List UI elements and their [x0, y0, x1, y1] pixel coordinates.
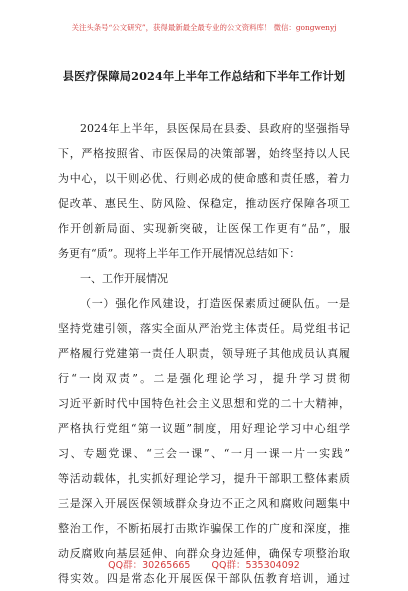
paragraph-line: 习、专题党课、“三会一课”、“一月一课一片一实践” [58, 447, 350, 460]
document-title: 县医疗保障局2024年上半年工作总结和下半年工作计划 [62, 69, 346, 83]
paragraph-line: （一）强化作风建设，打造医保素质过硬队伍。一是 [80, 297, 350, 310]
footer [0, 560, 408, 572]
paragraph-line: 2024年上半年，县医保局在县委、县政府的坚强指导 [80, 122, 350, 135]
paragraph-line: 得实效。四是常态化开展医保干部队伍教育培训，通过 [58, 572, 350, 585]
paragraph-line: 严格履行党建第一责任人职责，领导班子其他成员认真履 [58, 347, 350, 360]
paragraph-line: 严格执行党组“第一议题”制度，用好理论学习中心组学 [58, 422, 350, 435]
paragraph-line: 等活动载体，扎实抓好理论学习，提升干部职工整体素质 [58, 472, 350, 485]
header-banner: 关注头条号“公文研究”，获得最新最全最专业的公文资料库！ 微信：gongwenyj [71, 23, 337, 32]
paragraph-line: 下，严格按照省、市医保局的决策部署，始终坚持以人民 [58, 147, 350, 160]
footer-qq-group-1: QQ群：30265665 [108, 560, 191, 571]
paragraph-line: 三是深入开展医保领域群众身边不正之风和腐败问题集中 [58, 497, 350, 510]
paragraph-line: 动反腐败向基层延伸、向群众身边延伸，确保专项整治取 [58, 547, 350, 560]
paragraph-line: 行“一岗双责”。二是强化理论学习，提升学习贯彻 [58, 372, 350, 385]
paragraph-line: 作开创新局面、实现新突破，让医保工作更有“品”，服 [58, 222, 350, 235]
footer-qq-group-2: QQ群：535304092 [211, 560, 300, 571]
paragraph-line: 习近平新时代中国特色社会主义思想和党的二十大精神， [58, 397, 350, 410]
section-heading: 一、工作开展情况 [80, 272, 168, 285]
paragraph-line: 坚持党建引领，落实全面从严治党主体责任。局党组书记 [58, 322, 350, 335]
paragraph-line: 促改革、惠民生、防风险、保稳定，推动医疗保障各项工 [58, 197, 350, 210]
paragraph-line: 为中心，以干则必优、行则必成的使命感和责任感，着力 [58, 172, 350, 185]
paragraph-line: 整治工作，不断拓展打击欺诈骗保工作的广度和深度，推 [58, 522, 350, 535]
document-body [58, 116, 350, 591]
paragraph-line: 务更有“质”。现将上半年工作开展情况总结如下： [58, 247, 301, 260]
